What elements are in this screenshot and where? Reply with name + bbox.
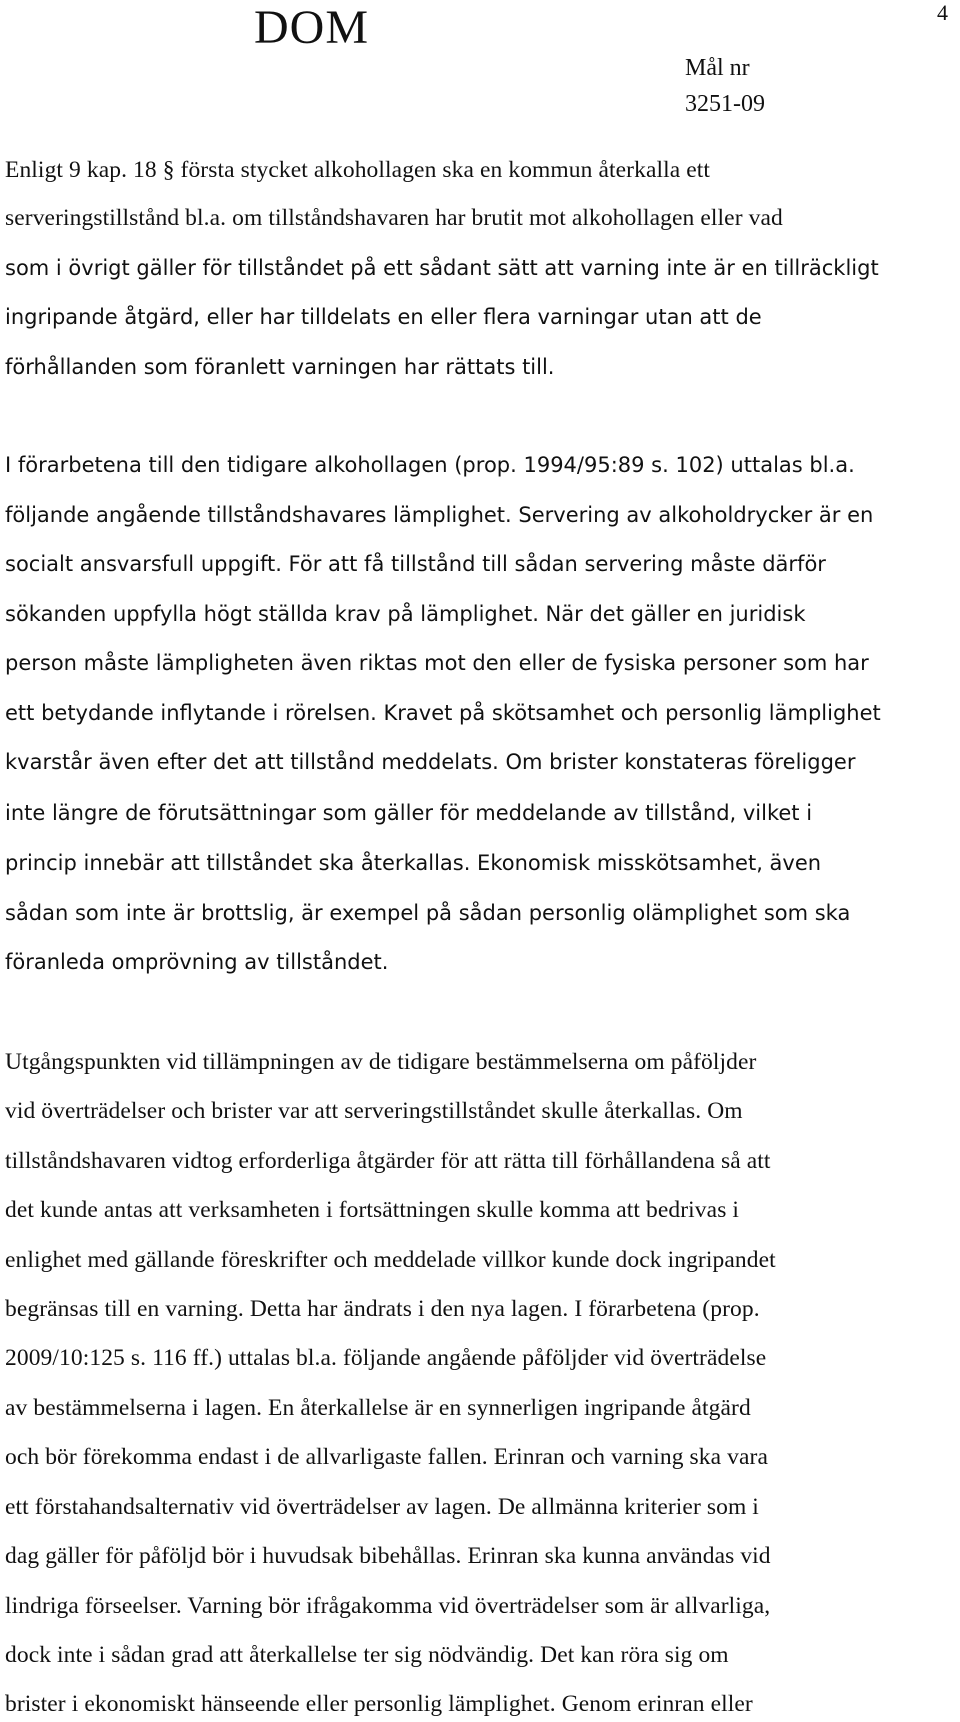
text-line: föranleda omprövning av tillståndet. bbox=[5, 950, 389, 974]
text-line: 2009/10:125 s. 116 ff.) uttalas bl.a. följande angående påföljder vid överträdelse bbox=[5, 1345, 767, 1371]
document-title: DOM bbox=[254, 1, 370, 54]
text-line: följande angående tillståndshavares lämplighet. Servering av alkoholdrycker är en bbox=[5, 503, 874, 527]
text-line: kvarstår även efter det att tillstånd meddelats. Om brister konstateras föreligger bbox=[5, 750, 856, 774]
text-line: av bestämmelserna i lagen. En återkallelse är en synnerligen ingripande åtgärd bbox=[5, 1395, 751, 1421]
text-line: I förarbetena till den tidigare alkohollagen (prop. 1994/95:89 s. 102) uttalas bl.a. bbox=[5, 453, 855, 477]
case-label: Mål nr bbox=[685, 55, 750, 81]
case-number: 3251-09 bbox=[685, 91, 765, 117]
text-line: vid överträdelser och brister var att serveringstillståndet skulle återkallas. Om bbox=[5, 1098, 743, 1124]
text-line: dag gäller för påföljd bör i huvudsak bibehållas. Erinran ska kunna användas vid bbox=[5, 1543, 771, 1569]
text-line: Enligt 9 kap. 18 § första stycket alkohollagen ska en kommun återkalla ett bbox=[5, 157, 711, 183]
text-line: ett betydande inflytande i rörelsen. Kravet på skötsamhet och personlig lämplighet bbox=[5, 701, 881, 725]
text-line: sökanden uppfylla högt ställda krav på lämplighet. När det gäller en juridisk bbox=[5, 602, 806, 626]
text-line: begränsas till en varning. Detta har ändrats i den nya lagen. I förarbetena (prop. bbox=[5, 1296, 760, 1322]
text-line: ett förstahandsalternativ vid överträdelser av lagen. De allmänna kriterier som i bbox=[5, 1494, 759, 1520]
text-line: inte längre de förutsättningar som gäller för meddelande av tillstånd, vilket i bbox=[5, 801, 813, 825]
text-line: serveringstillstånd bl.a. om tillståndshavaren har brutit mot alkohollagen eller vad bbox=[5, 205, 783, 231]
text-line: ingripande åtgärd, eller har tilldelats en eller flera varningar utan att de bbox=[5, 305, 762, 329]
text-line: person måste lämpligheten även riktas mot den eller de fysiska personer som har bbox=[5, 651, 869, 675]
page-number: 4 bbox=[937, 0, 948, 25]
text-line: tillståndshavaren vidtog erforderliga åtgärder för att rätta till förhållandena så att bbox=[5, 1148, 771, 1174]
text-line: det kunde antas att verksamheten i fortsättningen skulle komma att bedrivas i bbox=[5, 1197, 740, 1223]
text-line: och bör förekomma endast i de allvarligaste fallen. Erinran och varning ska vara bbox=[5, 1444, 768, 1470]
text-line: socialt ansvarsfull uppgift. För att få tillstånd till sådan servering måste därför bbox=[5, 552, 826, 576]
text-line: brister i ekonomiskt hänseende eller personlig lämplighet. Genom erinran eller bbox=[5, 1691, 753, 1717]
text-line: princip innebär att tillståndet ska återkallas. Ekonomisk misskötsamhet, även bbox=[5, 851, 822, 875]
text-line: som i övrigt gäller för tillståndet på ett sådant sätt att varning inte är en tillräckligt bbox=[5, 256, 879, 280]
text-line: Utgångspunkten vid tillämpningen av de tidigare bestämmelserna om påföljder bbox=[5, 1049, 757, 1075]
text-line: förhållanden som föranlett varningen har rättats till. bbox=[5, 355, 555, 379]
text-line: enlighet med gällande föreskrifter och meddelade villkor kunde dock ingripandet bbox=[5, 1247, 776, 1273]
text-line: lindriga förseelser. Varning bör ifrågakomma vid överträdelser som är allvarliga, bbox=[5, 1593, 771, 1619]
text-line: sådan som inte är brottslig, är exempel på sådan personlig olämplighet som ska bbox=[5, 901, 851, 925]
text-line: dock inte i sådan grad att återkallelse ter sig nödvändig. Det kan röra sig om bbox=[5, 1642, 729, 1668]
